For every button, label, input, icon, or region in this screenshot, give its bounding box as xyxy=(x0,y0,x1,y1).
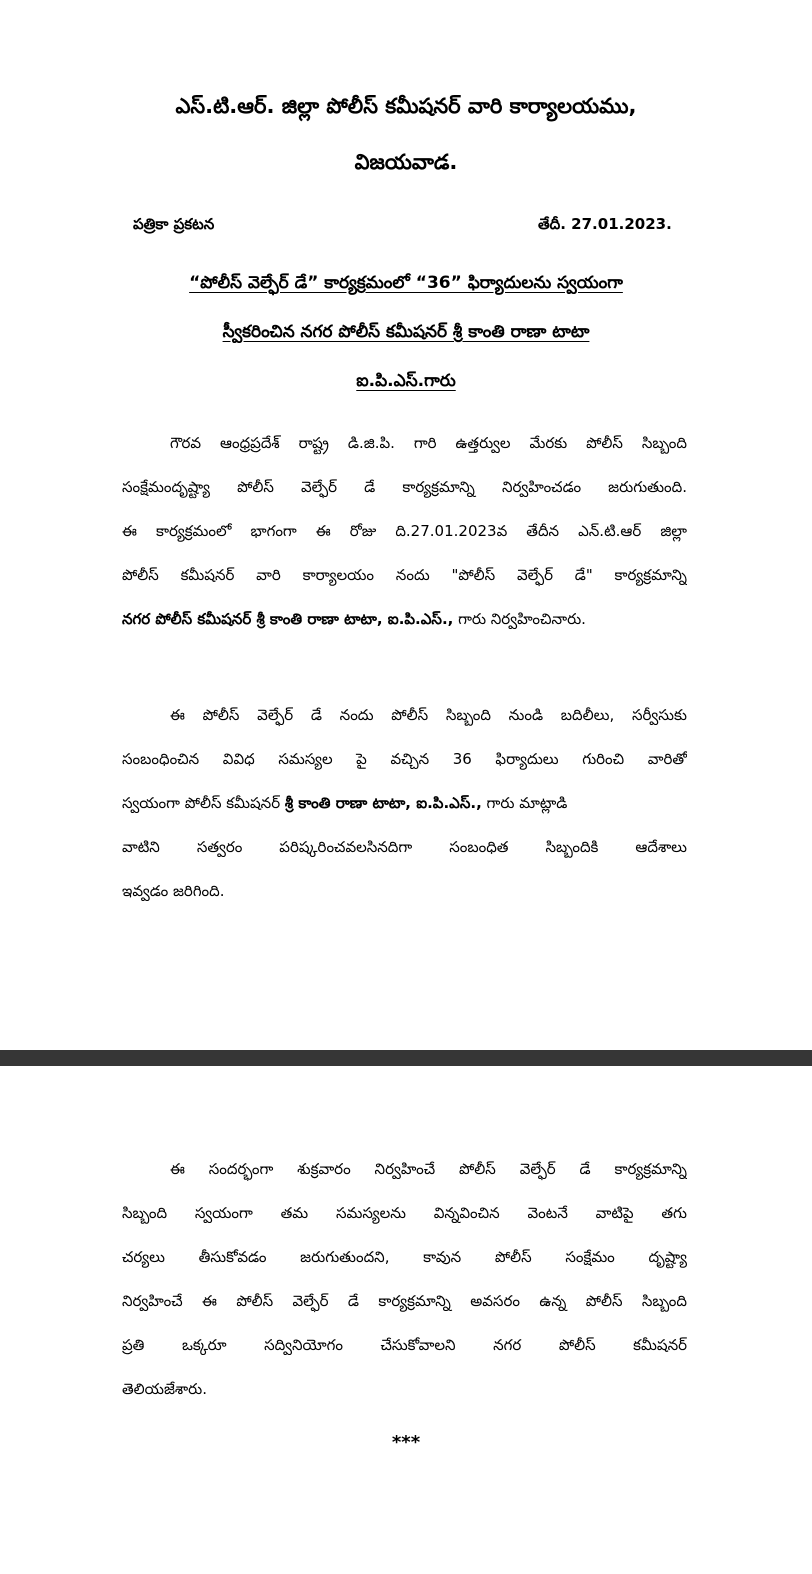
release-date: తేదీ. 27.01.2023. xyxy=(538,215,672,233)
paragraph-line: ఈ కార్యక్రమంలో భాగంగా ఈ రోజు ది.27.01.2023వ తేదీన ఎన్.టి.ఆర్ జిల్లా xyxy=(122,522,687,540)
paragraph-line: ఈ సందర్భంగా శుక్రవారం నిర్వహించే పోలీస్ వెల్ఫేర్ డే కార్యక్రమాన్ని xyxy=(170,1160,687,1178)
paragraph-line: పోలీస్ కమీషనర్ వారి కార్యాలయం నందు "పోలీస్ వెల్ఫేర్ డే" కార్యక్రమాన్ని xyxy=(122,566,687,584)
paragraph-line: ప్రతి ఒక్కరూ సద్వినియోగం చేసుకోవాలని నగర పోలీస్ కమీషనర్ xyxy=(122,1336,687,1354)
office-title: ఎస్.టి.ఆర్. జిల్లా పోలీస్ కమీషనర్ వారి కార్యాలయము, xyxy=(175,94,637,118)
paragraph-line: చర్యలు తీసుకోవడం జరుగుతుందని, కావున పోలీస్ సంక్షేమం దృష్ట్యా xyxy=(122,1248,687,1266)
paragraph-line: నగర పోలీస్ కమీషనర్ శ్రీ కాంతి రాణా టాటా, ఐ.పి.ఎస్., గారు నిర్వహించినారు. xyxy=(122,610,586,628)
paragraph-line: గౌరవ ఆంధ్రప్రదేశ్ రాష్ట్ర డి.జి.పి. గారి ఉత్తర్వుల మేరకు పోలీస్ సిబ్బంది xyxy=(170,434,687,452)
paragraph-line: సిబ్బంది స్వయంగా తమ సమస్యలను విన్నవించిన వెంటనే వాటిపై తగు xyxy=(122,1204,687,1222)
paragraph-line: సంబంధించిన వివిధ సమస్యల పై వచ్చిన 36 ఫిర్యాదులు గురించి వారితో xyxy=(122,750,687,768)
headline-line-2: స్వీకరించిన నగర పోలీస్ కమీషనర్ శ్రీ కాంతి రాణా టాటా xyxy=(222,322,590,342)
headline-line-1: “పోలీస్ వెల్ఫేర్ డే” కార్యక్రమంలో “36” ఫిర్యాదులను స్వయంగా xyxy=(189,273,623,293)
end-marker: *** xyxy=(391,1432,421,1453)
headline-line-3: ఐ.పి.ఎస్.గారు xyxy=(356,371,456,391)
document-page-2 xyxy=(0,1066,812,1574)
paragraph-line: స్వయంగా పోలీస్ కమీషనర్ శ్రీ కాంతి రాణా టాటా, ఐ.పి.ఎస్., గారు మాట్లాడి xyxy=(122,794,568,812)
paragraph-line: నిర్వహించే ఈ పోలీస్ వెల్ఫేర్ డే కార్యక్రమాన్ని అవసరం ఉన్న పోలీస్ సిబ్బంది xyxy=(122,1292,687,1310)
commissioner-name: నగర పోలీస్ కమీషనర్ శ్రీ కాంతి రాణా టాటా, ఐ.పి.ఎస్., xyxy=(122,610,454,628)
paragraph-line: ఈ పోలీస్ వెల్ఫేర్ డే నందు పోలీస్ సిబ్బంది నుండి బదిలీలు, సర్వీసుకు xyxy=(170,706,687,724)
paragraph-line: వాటిని సత్వరం పరిష్కరించవలసినదిగా సంబంధిత సిబ్బందికి ఆదేశాలు xyxy=(122,838,687,856)
page-separator xyxy=(0,1050,812,1066)
paragraph-line: సంక్షేమందృష్ట్యా పోలీస్ వెల్ఫేర్ డే కార్యక్రమాన్ని నిర్వహించడం జరుగుతుంది. xyxy=(122,478,687,496)
press-release-label: పత్రికా ప్రకటన xyxy=(133,215,215,233)
office-city: విజయవాడ. xyxy=(354,150,458,174)
paragraph-line: ఇవ్వడం జరిగింది. xyxy=(122,882,225,900)
commissioner-name: శ్రీ కాంతి రాణా టాటా, ఐ.పి.ఎస్., xyxy=(284,794,482,812)
paragraph-line: తెలియజేశారు. xyxy=(122,1380,208,1398)
